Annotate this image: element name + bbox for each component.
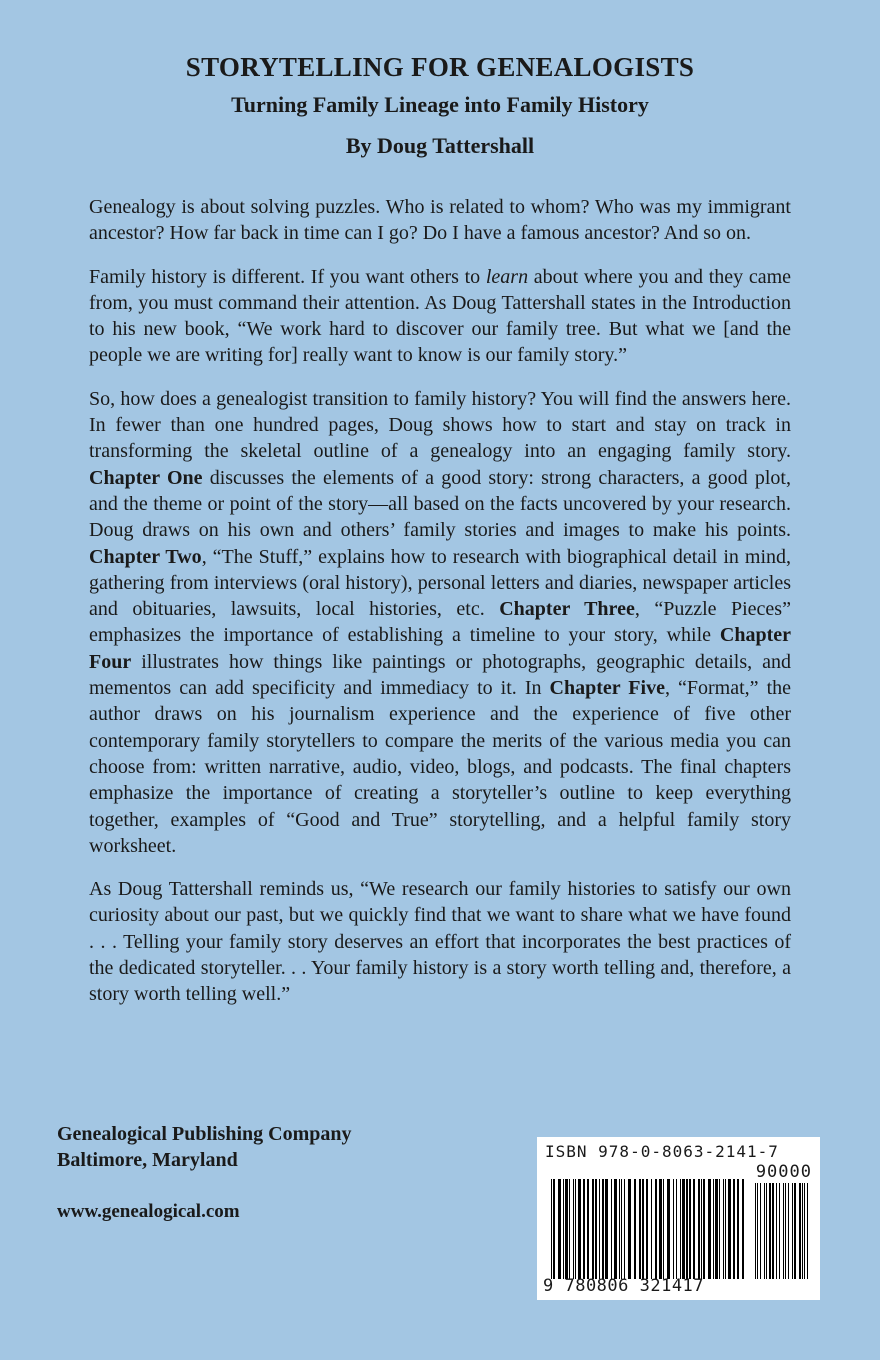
p3-text-3: , “The Stuff,” explains how to research with biographical detail in mind, gathering from interviews (oral history), personal letters and diaries, newspaper articles and obituaries, lawsuits, local histories, etc. bbox=[89, 545, 792, 621]
chapter-two-label: Chapter Two bbox=[89, 545, 202, 568]
barcode-bar bbox=[551, 1179, 552, 1279]
barcode-bar bbox=[651, 1179, 652, 1279]
barcode-bar bbox=[802, 1183, 803, 1279]
barcode-bar bbox=[583, 1179, 585, 1279]
barcode-bar bbox=[713, 1179, 714, 1279]
paragraph-4: As Doug Tattershall reminds us, “We research our family histories to satisfy our own curiosity about our past, but we quickly find that we want to share what we have found . . . Telling your family story deserves an effort that incorporates the best practices of the dedicated storyteller. . . Your family history is a story worth telling and, therefore, a story worth telling well.” bbox=[89, 878, 791, 1006]
barcode-bar bbox=[723, 1179, 724, 1279]
barcode-bar bbox=[755, 1183, 756, 1279]
barcode-bar bbox=[703, 1179, 705, 1279]
barcode-bar bbox=[655, 1179, 657, 1279]
barcode-bar bbox=[642, 1179, 644, 1279]
p3-text-2: discusses the elements of a good story: strong characters, a good plot, and the theme or point of the story—all based on the facts uncovered by your research. Doug draws on his own and others’ family stories and images to make his points. bbox=[89, 466, 791, 542]
barcode-bar bbox=[605, 1179, 608, 1279]
barcode-bar bbox=[779, 1183, 780, 1279]
barcode-bar bbox=[578, 1179, 581, 1279]
barcode-bar bbox=[708, 1179, 711, 1279]
barcode-bar bbox=[760, 1183, 761, 1279]
ean-digits: 9 780806 321417 bbox=[543, 1276, 705, 1296]
publisher-name: Genealogical Publishing Company bbox=[57, 1123, 352, 1145]
barcode-bar bbox=[682, 1179, 685, 1279]
book-title: STORYTELLING FOR GENEALOGISTS bbox=[185, 52, 695, 82]
book-author: By Doug Tattershall bbox=[345, 133, 535, 158]
barcode-bar bbox=[776, 1183, 777, 1279]
barcode-bar bbox=[659, 1179, 662, 1279]
barcode-bar bbox=[634, 1179, 636, 1279]
paragraph-3 bbox=[89, 386, 791, 859]
barcode-bar bbox=[728, 1179, 731, 1279]
barcode-bar bbox=[794, 1183, 796, 1279]
barcode-bar bbox=[624, 1179, 625, 1279]
barcode-bar bbox=[628, 1179, 631, 1279]
p3-text-6: , “Format,” the author draws on his journalism experience and the experience of five other contemporary family storytellers to compare the merits of the various media you can choose from: written narrative, audio, video, blogs, and podcasts. The final chapters emphasize the importance of creating a storyteller’s outline to keep everything together, examples of “Good and True” storytelling, and a helpful family story worksheet. bbox=[89, 677, 791, 857]
barcode-bar bbox=[569, 1179, 570, 1279]
barcode-bar bbox=[772, 1183, 774, 1279]
barcode-bar bbox=[701, 1179, 702, 1279]
isbn-label: ISBN 978-0-8063-2141-7 bbox=[545, 1142, 779, 1161]
barcode-bar bbox=[766, 1183, 767, 1279]
barcode-bar bbox=[646, 1179, 648, 1279]
description bbox=[89, 194, 791, 1025]
barcode-bar bbox=[783, 1183, 784, 1279]
barcode-bar bbox=[619, 1179, 620, 1279]
barcode-bar bbox=[639, 1179, 641, 1279]
barcode-bar bbox=[680, 1179, 681, 1279]
paragraph-2 bbox=[89, 264, 791, 369]
barcode-bar bbox=[689, 1179, 691, 1279]
barcode-bar bbox=[719, 1179, 720, 1279]
barcode-bar bbox=[663, 1179, 664, 1279]
barcode-bar bbox=[807, 1183, 808, 1279]
barcode-bar bbox=[676, 1179, 677, 1279]
publisher-block bbox=[57, 1121, 352, 1173]
p3-text-5: illustrates how things like paintings or photographs, geographic details, and mementos can add specificity and immediacy to it. In bbox=[89, 650, 791, 700]
barcode-bar bbox=[737, 1179, 739, 1279]
barcode-bar bbox=[757, 1183, 758, 1279]
barcode-bar bbox=[575, 1179, 576, 1279]
ean-bars bbox=[551, 1179, 747, 1279]
barcode-bar bbox=[602, 1179, 604, 1279]
chapter-four-label: Chapter Four bbox=[89, 624, 791, 673]
barcode-bar bbox=[592, 1179, 594, 1279]
barcode-bar bbox=[725, 1179, 726, 1279]
barcode-bar bbox=[565, 1179, 568, 1279]
barcode-bar bbox=[558, 1179, 561, 1279]
barcode-bar bbox=[792, 1183, 793, 1279]
p2-emphasis: learn bbox=[485, 265, 529, 288]
barcode-bar bbox=[715, 1179, 718, 1279]
barcode-bar bbox=[804, 1183, 805, 1279]
barcode-bar bbox=[764, 1183, 765, 1279]
barcode-bar bbox=[693, 1179, 695, 1279]
p3-text-1: So, how does a genealogist transition to family history? You will find the answers here. In fewer than one hundred pages, Doug shows how to start and stay on track in transforming the skeletal outline of a genealogy into an engaging family story. bbox=[89, 387, 791, 463]
p2-text-b: about where you and they came from, you must command their attention. As Doug Tattershall states in the Introduction to his new book, “We work hard to discover our family tree. But what we [and the people we are writing for] really want to know is our family story.” bbox=[89, 265, 792, 367]
barcode-bar bbox=[563, 1179, 564, 1279]
barcode-bar bbox=[587, 1179, 589, 1279]
barcode-bar bbox=[614, 1179, 617, 1279]
barcode-bar bbox=[599, 1179, 600, 1279]
barcode-bar bbox=[611, 1179, 612, 1279]
barcode-bar bbox=[698, 1179, 700, 1279]
barcode-bar bbox=[573, 1179, 574, 1279]
isbn-barcode bbox=[537, 1137, 820, 1300]
book-subtitle: Turning Family Lineage into Family History bbox=[231, 92, 649, 117]
publisher-url[interactable]: www.genealogical.com bbox=[57, 1201, 240, 1222]
barcode-bar bbox=[595, 1179, 597, 1279]
publisher-location: Baltimore, Maryland bbox=[57, 1149, 238, 1171]
barcode-bar bbox=[733, 1179, 735, 1279]
chapter-one-label: Chapter One bbox=[89, 466, 203, 489]
barcode-bar bbox=[799, 1183, 801, 1279]
barcode-bar bbox=[742, 1179, 744, 1279]
chapter-three-label: Chapter Three bbox=[499, 598, 635, 621]
barcode-bar bbox=[769, 1183, 771, 1279]
p3-text-4: , “Puzzle Pieces” emphasizes the importance of establishing a timeline to your story, while bbox=[89, 598, 791, 647]
barcode-bar bbox=[667, 1179, 670, 1279]
barcode-bar bbox=[673, 1179, 674, 1279]
barcode-bar bbox=[788, 1183, 789, 1279]
price-code: 90000 bbox=[755, 1162, 812, 1182]
barcode-bar bbox=[785, 1183, 786, 1279]
addon-bars bbox=[755, 1183, 813, 1279]
chapter-five-label: Chapter Five bbox=[549, 677, 665, 700]
barcode-bar bbox=[686, 1179, 688, 1279]
barcode-bar bbox=[553, 1179, 555, 1279]
barcode-bar bbox=[621, 1179, 622, 1279]
p2-text-a: Family history is different. If you want others to bbox=[89, 265, 486, 288]
paragraph-1: Genealogy is about solving puzzles. Who is related to whom? Who was my immigrant ancestor? How far back in time can I go? Do I have a famous ancestor? And so on. bbox=[89, 196, 791, 245]
